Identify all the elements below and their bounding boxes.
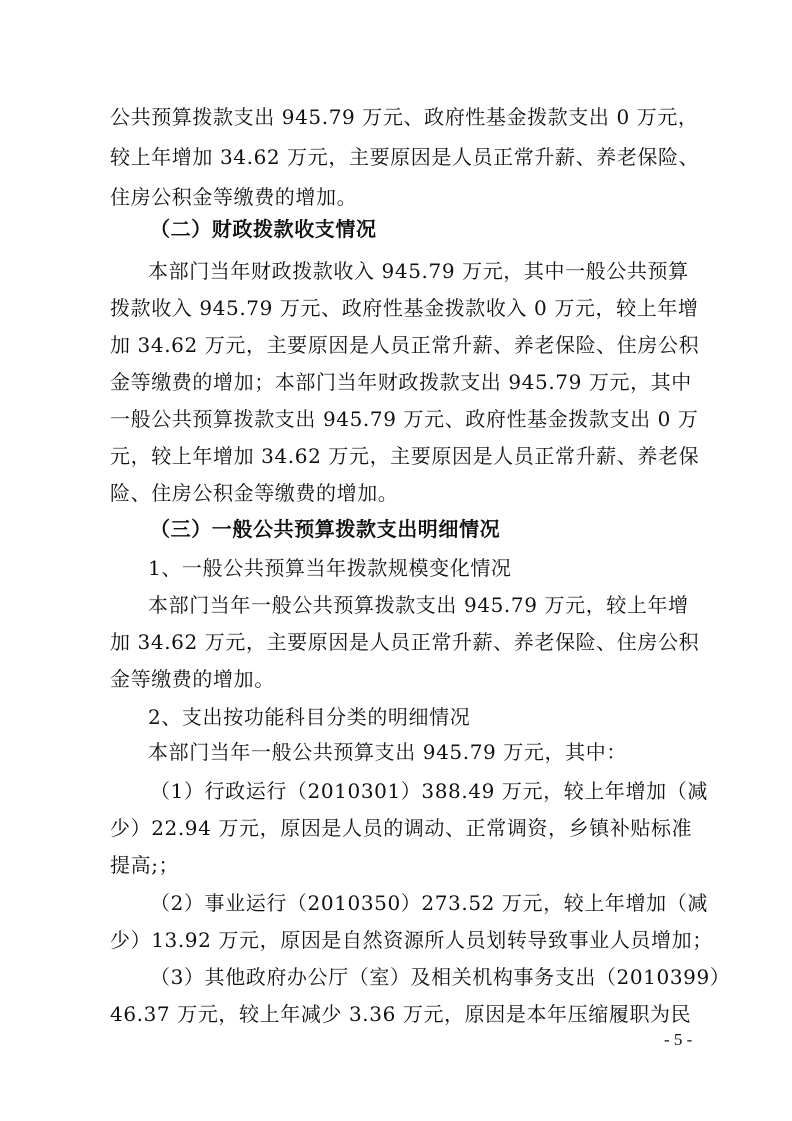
subsection-heading: 1、一般公共预算当年拨款规模变化情况 — [148, 556, 512, 580]
paragraph-line: 加 34.62 万元，主要原因是人员正常升薪、养老保险、住房公积 — [110, 630, 700, 654]
paragraph-line: 一般公共预算拨款支出 945.79 万元、政府性基金拨款支出 0 万 — [110, 407, 699, 431]
paragraph-line: 险、住房公积金等缴费的增加。 — [110, 481, 399, 505]
paragraph-line: 公共预算拨款支出 945.79 万元、政府性基金拨款支出 0 万元， — [110, 105, 699, 129]
paragraph-line: 提高;； — [110, 853, 180, 877]
paragraph-line: 住房公积金等缴费的增加。 — [110, 185, 358, 209]
paragraph-line: 少）22.94 万元，原因是人员的调动、正常调资，乡镇补贴标准 — [110, 816, 693, 840]
paragraph-line: 本部门当年一般公共预算拨款支出 945.79 万元，较上年增 — [148, 593, 689, 617]
section-heading: （二）财政拨款收支情况 — [150, 217, 377, 241]
paragraph-line: 较上年增加 34.62 万元，主要原因是人员正常升薪、养老保险、 — [110, 145, 700, 169]
list-item-line: （1）行政运行（2010301）388.49 万元，较上年增加（减 — [150, 779, 708, 803]
paragraph-line: 加 34.62 万元，主要原因是人员正常升薪、养老保险、住房公积 — [110, 333, 700, 357]
paragraph-line: 元，较上年增加 34.62 万元，主要原因是人员正常升薪、养老保 — [110, 444, 700, 468]
page-number: - 5 - — [664, 1030, 693, 1049]
list-item-line: （2）事业运行（2010350）273.52 万元，较上年增加（减 — [150, 891, 708, 915]
paragraph-line: 46.37 万元，较上年减少 3.36 万元，原因是本年压缩履职为民 — [110, 1002, 692, 1026]
paragraph-line: 本部门当年财政拨款收入 945.79 万元，其中一般公共预算 — [148, 259, 689, 283]
subsection-heading: 2、支出按功能科目分类的明细情况 — [148, 705, 471, 729]
paragraph-line: 拨款收入 945.79 万元、政府性基金拨款收入 0 万元，较上年增 — [110, 296, 699, 320]
paragraph-line: 本部门当年一般公共预算支出 945.79 万元，其中： — [148, 740, 627, 764]
paragraph-line: 少）13.92 万元，原因是自然资源所人员划转导致事业人员增加； — [110, 928, 713, 952]
paragraph-line: 金等缴费的增加。 — [110, 667, 275, 691]
paragraph-line: 金等缴费的增加；本部门当年财政拨款支出 945.79 万元，其中 — [110, 370, 692, 394]
section-heading: （三）一般公共预算拨款支出明细情况 — [150, 517, 501, 541]
list-item-line: （3）其他政府办公厅（室）及相关机构事务支出（2010399） — [150, 965, 731, 989]
